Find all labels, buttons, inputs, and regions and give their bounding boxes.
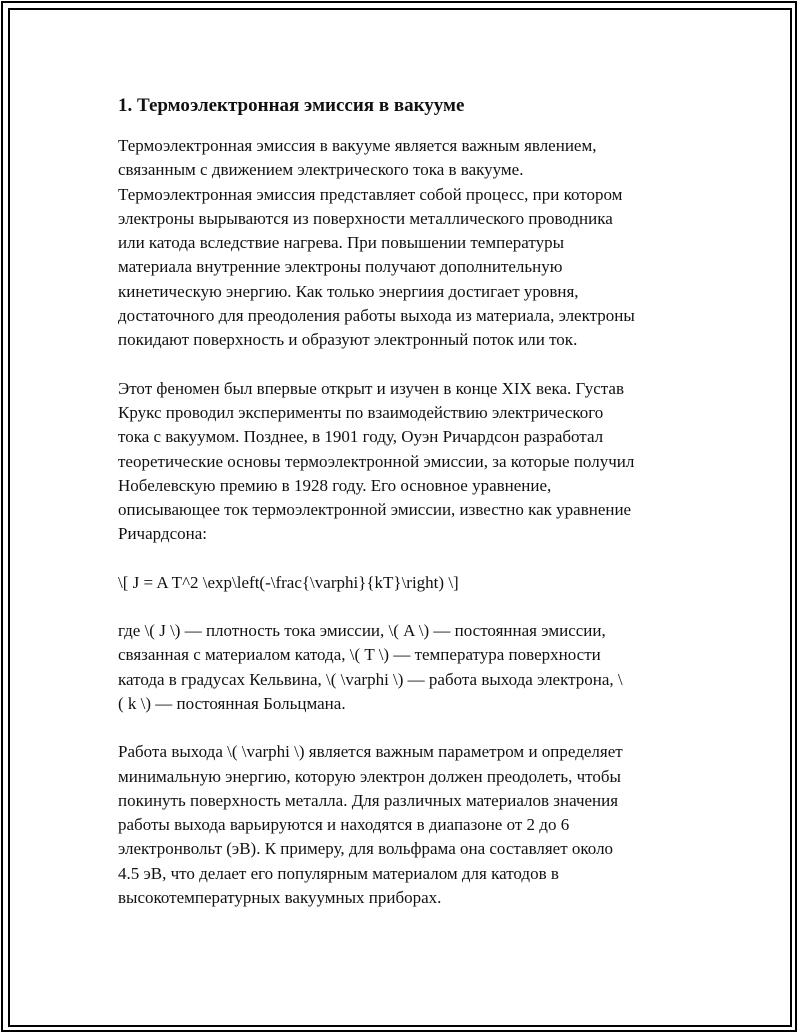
paragraph-work-function (118, 740, 698, 910)
text-line: работы выхода варьируются и находятся в диапазоне от 2 до 6 (118, 815, 570, 835)
text-line: Работа выхода \( \varphi \) является важным параметром и определяет (118, 742, 623, 762)
text-line: Крукс проводил эксперименты по взаимодействию электрического (118, 402, 604, 422)
text-line: связанная с материалом катода, \( T \) — температура поверхности (118, 645, 601, 665)
text-line: 4.5 эВ, что делает его популярным материалом для катодов в (118, 863, 559, 883)
text-line: электронвольт (эВ). К примеру, для вольфрама она составляет около (118, 839, 614, 859)
text-line: связанным с движением электрического тока в вакууме. (118, 160, 524, 180)
text-line: покинуть поверхность металла. Для различных материалов значения (118, 790, 619, 810)
text-line: минимальную энергию, которую электрон должен преодолеть, чтобы (118, 766, 621, 786)
equation-line: \[ J = A T^2 \exp\left(-\frac{\varphi}{kT}\right) \] (118, 572, 459, 592)
text-line: покидают поверхность и образуют электронный поток или ток. (118, 330, 578, 350)
text-line: или катода вследствие нагрева. При повышении температуры (118, 233, 564, 253)
text-line: ( k \) — постоянная Больцмана. (118, 693, 346, 713)
paragraph-definitions (118, 619, 698, 716)
text-line: тока с вакуумом. Позднее, в 1901 году, Оуэн Ричардсон разработал (118, 427, 604, 447)
text-line: электроны вырываются из поверхности металлического проводника (118, 208, 613, 228)
document-body (118, 92, 698, 934)
text-line: высокотемпературных вакуумных приборах. (118, 888, 442, 908)
text-line: кинетическую энергию. Как только энергиия достигает уровня, (118, 281, 579, 301)
text-line: описывающее ток термоэлектронной эмиссии, известно как уравнение (118, 500, 632, 520)
text-line: катода в градусах Кельвина, \( \varphi \) — работа выхода электрона, \ (118, 669, 623, 689)
text-line: материала внутренние электроны получают дополнительную (118, 257, 563, 277)
paragraph-intro (118, 134, 698, 353)
text-line: Ричардсона: (118, 524, 207, 544)
text-line: достаточного для преодоления работы выхода из материала, электроны (118, 306, 635, 326)
paragraph-history (118, 377, 698, 547)
text-line: Этот феномен был впервые открыт и изучен в конце XIX века. Густав (118, 378, 624, 398)
section-title: 1. Термоэлектронная эмиссия в вакууме (118, 95, 465, 116)
paragraph-equation (118, 571, 698, 595)
text-line: Термоэлектронная эмиссия в вакууме является важным явлением, (118, 136, 597, 155)
text-line: где \( J \) — плотность тока эмиссии, \( A \) — постоянная эмиссии, (118, 621, 606, 641)
text-line: Термоэлектронная эмиссия представляет собой процесс, при котором (118, 184, 623, 204)
text-line: теоретические основы термоэлектронной эмиссии, за которые получил (118, 451, 635, 471)
text-line: Нобелевскую премию в 1928 году. Его основное уравнение, (118, 475, 552, 495)
